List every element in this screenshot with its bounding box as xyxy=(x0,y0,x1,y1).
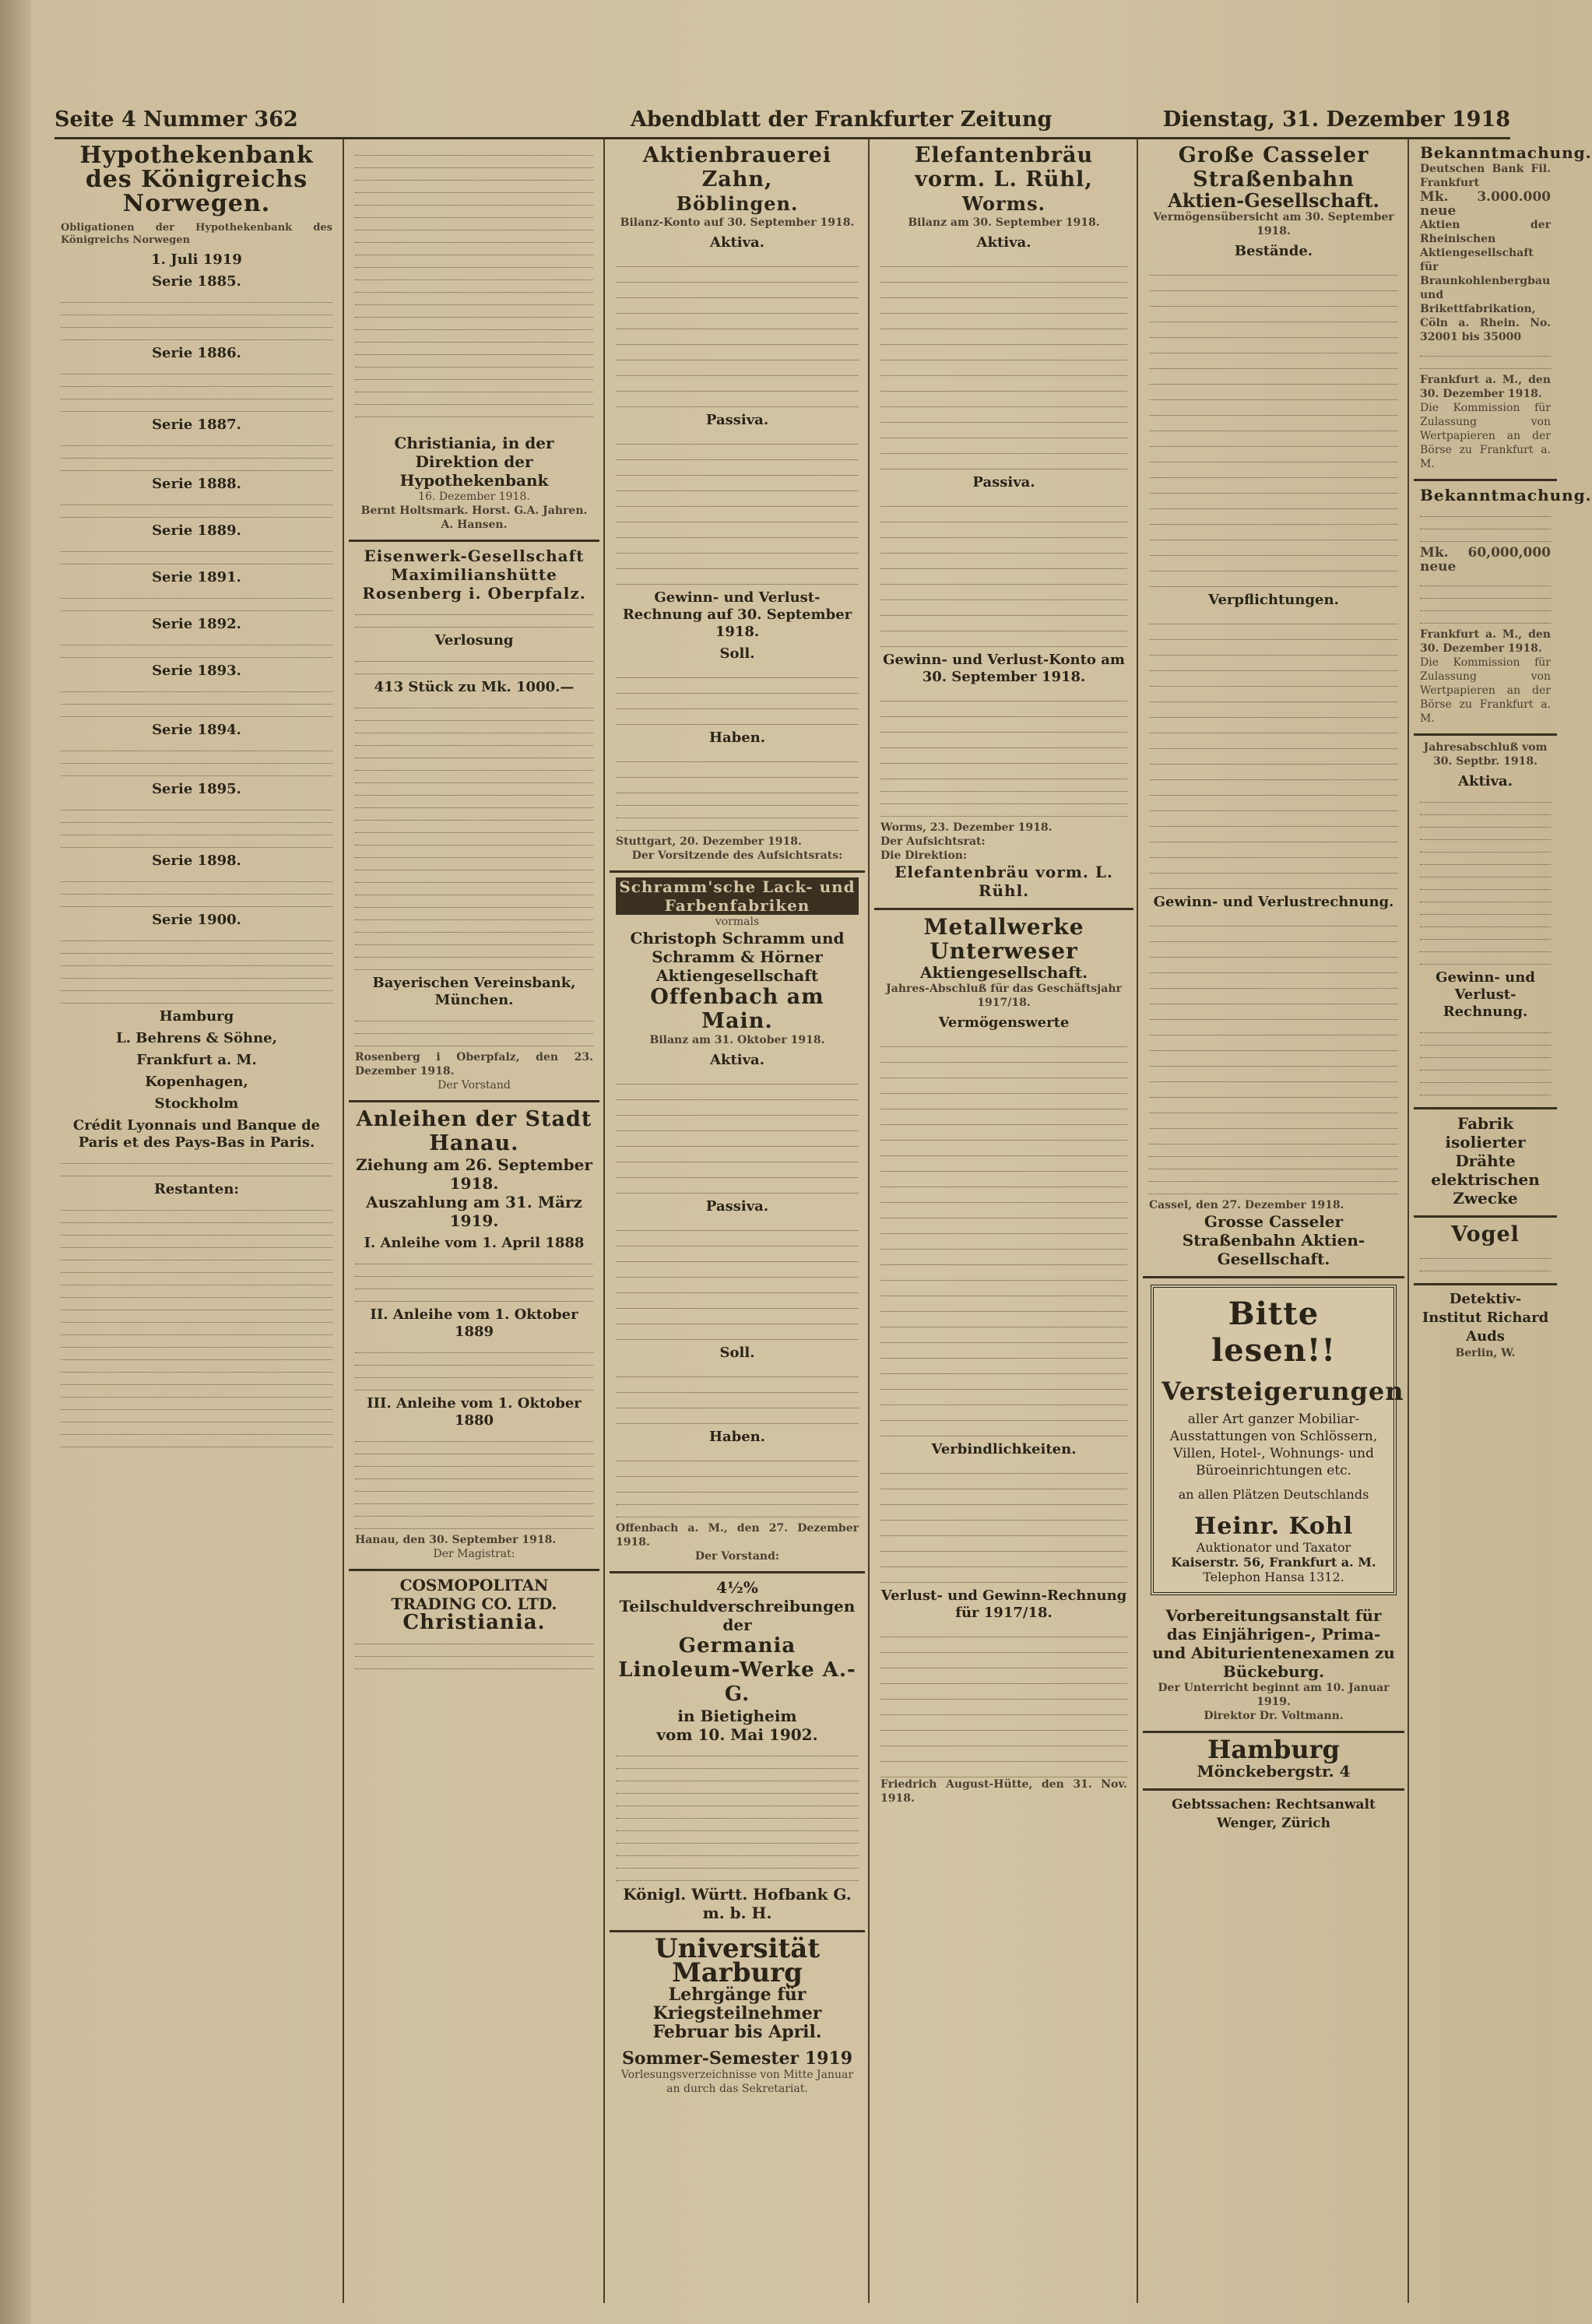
ad-signature: Königl. Württ. Hofbank G. m. b. H. xyxy=(623,1885,852,1922)
balance-table xyxy=(616,1215,859,1340)
series-heading: Serie 1886. xyxy=(152,345,241,361)
table-heading: Passiva. xyxy=(705,412,769,428)
balance-table xyxy=(880,1458,1127,1583)
paying-agent: Frankfurt a. M. xyxy=(136,1052,257,1068)
series-heading: Serie 1898. xyxy=(152,853,241,869)
ad-title: Bekanntmachung. xyxy=(1420,143,1592,162)
ad-title: Metallwerke Unterweser xyxy=(923,914,1084,964)
column-rule xyxy=(1137,139,1138,2303)
column-5 xyxy=(1143,139,1404,2303)
ad-headline: Bitte lesen!! xyxy=(1211,1296,1336,1369)
table-heading: Gewinn- und Verlust-Rechnung auf 30. September 1918. xyxy=(622,589,852,640)
ad-title: Hamburg xyxy=(1207,1735,1340,1764)
ad-text: vormals xyxy=(715,916,760,928)
ad-signature: Grosse Casseler Straßenbahn Aktien-Gesellschaft. xyxy=(1182,1212,1365,1268)
series-heading: Serie 1887. xyxy=(152,417,241,433)
column-rule xyxy=(868,139,870,2303)
paying-agent: Stockholm xyxy=(154,1095,239,1112)
ad-date: Rosenberg i Oberpfalz, den 23. Dezember 1918. xyxy=(355,1051,593,1078)
column-rule xyxy=(1407,139,1409,2303)
ad-title: Fabrik isolierter Drähte elektrischen Zwecke xyxy=(1431,1114,1540,1208)
ad-title: Christoph Schramm und Schramm & Hörner Aktiengesellschaft xyxy=(630,929,845,985)
table-heading: Haben. xyxy=(708,730,766,746)
pl-table xyxy=(880,1622,1127,1777)
column-2 xyxy=(349,139,599,2303)
ad-subtitle: Februar bis April. xyxy=(652,2022,822,2042)
ad-subtitle: Aktiengesellschaft. xyxy=(919,963,1088,982)
ad-title: Hypothekenbank des Königreichs xyxy=(79,142,314,193)
balance-table xyxy=(616,251,859,407)
ad-subtitle: Jahresabschluß vom 30. Septbr. 1918. xyxy=(1423,741,1548,768)
balance-table xyxy=(880,491,1127,647)
ad-title: Offenbach am Main. xyxy=(650,985,824,1033)
pl-table xyxy=(616,1446,859,1492)
ad-title: Elefantenbräu vorm. L. Rühl, xyxy=(914,143,1094,192)
column-4 xyxy=(874,139,1133,2303)
series-heading: Serie 1889. xyxy=(152,522,241,539)
balance-table xyxy=(1149,260,1398,587)
table-heading: Aktiva. xyxy=(1458,773,1513,789)
paper-title: Abendblatt der Frankfurter Zeitung xyxy=(631,107,1053,132)
table-heading: Verbindlichkeiten. xyxy=(931,1441,1077,1457)
ad-date: Hanau, den 30. September 1918. xyxy=(355,1534,557,1546)
table-heading: Bestände. xyxy=(1234,243,1313,259)
table-heading: Passiva. xyxy=(972,474,1035,490)
loan-heading: I. Anleihe vom 1. April 1888 xyxy=(364,1235,585,1251)
table-heading: Soll. xyxy=(719,1345,755,1361)
balance-table xyxy=(616,1069,859,1194)
ad-subtitle: Sommer-Semester 1919 xyxy=(621,2048,853,2069)
ad-subtitle: Auszahlung am 31. März 1919. xyxy=(366,1193,582,1230)
masthead xyxy=(54,107,1510,135)
ad-title: Gebtssachen: Rechtsanwalt Wenger, Zürich xyxy=(1172,1797,1376,1831)
pl-table xyxy=(880,686,1127,779)
ad-subtitle: Mönckebergstr. 4 xyxy=(1197,1762,1351,1781)
ad-title: COSMOPOLITAN TRADING CO. LTD. xyxy=(391,1576,557,1613)
ad-date: 16. Dezember 1918. xyxy=(418,490,530,503)
ad-subtitle: Ziehung am 26. September 1918. xyxy=(356,1155,592,1193)
ad-title: Vogel xyxy=(1451,1222,1520,1246)
pl-table xyxy=(616,1362,859,1424)
ad-text: Mk. 60,000,000 neue xyxy=(1420,545,1551,575)
pl-table xyxy=(616,663,859,725)
table-heading: Verpflichtungen. xyxy=(1208,592,1339,608)
paying-agent: Crédit Lyonnais und Banque de Paris et des Pays-Bas in Paris. xyxy=(72,1117,321,1151)
table-heading: Gewinn- und Verlust-Konto am 30. September 1918. xyxy=(883,652,1125,685)
series-heading: Serie 1891. xyxy=(152,569,241,585)
ad-title: Elefantenbräu vorm. L. Rühl. xyxy=(894,863,1113,900)
ad-signature: Die Direktion: xyxy=(880,849,968,862)
series-heading: Serie 1895. xyxy=(152,781,241,797)
table-heading: Haben. xyxy=(708,1429,766,1445)
ad-date: Cassel, den 27. Dezember 1918. xyxy=(1149,1199,1344,1211)
table-heading: Soll. xyxy=(719,645,755,662)
ad-title: Worms. xyxy=(962,192,1046,215)
table-heading: Aktiva. xyxy=(976,234,1031,251)
table-heading: Aktiva. xyxy=(710,234,764,251)
ad-date: 1. Juli 1919 xyxy=(151,251,242,268)
ad-subtitle: Jahres-Abschluß für das Geschäftsjahr 1917/18. xyxy=(886,983,1122,1009)
ad-title: Christiania, in der Direktion der Hypothekenbank xyxy=(394,434,554,490)
ad-title: Aktien-Gesellschaft. xyxy=(1168,189,1379,212)
auction-ad xyxy=(1151,1285,1404,1595)
loan-heading: II. Anleihe vom 1. Oktober 1889 xyxy=(370,1306,578,1340)
paying-agent: Hamburg xyxy=(159,1008,234,1025)
table-heading: Aktiva. xyxy=(710,1052,764,1068)
ad-date: Frankfurt a. M., den 30. Dezember 1918. xyxy=(1420,374,1551,400)
ad-heading: Verlosung xyxy=(434,632,514,649)
ad-signature: Der Vorstand xyxy=(438,1079,511,1092)
series-heading: Serie 1888. xyxy=(152,476,241,492)
ad-date: Stuttgart, 20. Dezember 1918. xyxy=(616,835,802,848)
ad-title: Universität Marburg xyxy=(654,1933,821,1988)
column-rule xyxy=(603,139,605,2303)
ad-signature: Der Magistrat: xyxy=(433,1548,515,1560)
loan-heading: III. Anleihe vom 1. Oktober 1880 xyxy=(367,1395,582,1429)
ad-date: Frankfurt a. M., den 30. Dezember 1918. xyxy=(1420,628,1551,655)
ad-title: Aktienbrauerei Zahn, xyxy=(642,143,832,192)
ad-subtitle: Lehrgänge für Kriegsteilnehmer xyxy=(652,1985,822,2023)
ad-subtitle: Bilanz am 31. Oktober 1918. xyxy=(649,1034,825,1046)
pl-table xyxy=(616,747,859,793)
ad-signature: Bernt Holtsmark. Horst. G.A. Jahren. A. Hansen. xyxy=(360,505,588,531)
ad-text: aller Art ganzer Mobiliar-Ausstattungen von Schlössern, Villen, Hotel-, Wohnungs- und Büroeinrichtungen etc. xyxy=(1169,1412,1378,1478)
ad-date: Worms, 23. Dezember 1918. xyxy=(880,821,1053,834)
column-6 xyxy=(1414,139,1592,2303)
table-heading: Gewinn- und Verlust-Rechnung. xyxy=(1436,969,1535,1020)
ad-address: Kaiserstr. 56, Frankfurt a. M. xyxy=(1171,1555,1376,1570)
column-rule xyxy=(343,139,344,2303)
table-heading: Passiva. xyxy=(705,1198,769,1215)
ad-subtitle: Bilanz am 30. September 1918. xyxy=(908,216,1100,229)
ad-subtitle: in Bietigheim xyxy=(677,1707,797,1725)
ad-text: an allen Plätzen Deutschlands xyxy=(1178,1487,1369,1502)
ad-title: Anleihen der Stadt Hanau. xyxy=(356,1107,592,1155)
ad-phone: Telephon Hansa 1312. xyxy=(1203,1570,1344,1584)
series-heading: Serie 1900. xyxy=(152,912,241,928)
page-edge xyxy=(0,0,31,2324)
ad-subtitle: vom 10. Mai 1902. xyxy=(656,1725,818,1744)
ad-lead: Obligationen der Hypothekenbank des Königreichs Norwegen xyxy=(61,222,332,246)
ad-date: Der Unterricht beginnt am 10. Januar 1919. xyxy=(1158,1682,1390,1708)
ad-text: Deutschen Bank Fil. Frankfurt xyxy=(1420,163,1551,189)
balance-table xyxy=(880,1032,1127,1436)
ad-title: Norwegen. xyxy=(122,190,271,217)
ad-address: Berlin, W. xyxy=(1455,1347,1516,1359)
paying-agent: L. Behrens & Söhne, xyxy=(116,1030,277,1046)
table-heading: Gewinn- und Verlustrechnung. xyxy=(1153,894,1394,910)
ad-title: 4½% Teilschuldverschreibungen der xyxy=(619,1578,856,1634)
ad-subtitle: Bilanz-Konto auf 30. September 1918. xyxy=(620,216,855,229)
ad-date: Offenbach a. M., den 27. Dezember 1918. xyxy=(616,1522,859,1549)
ad-title: Detektiv-Institut Richard Auds xyxy=(1422,1291,1549,1345)
balance-table xyxy=(880,251,1127,469)
series-heading: Serie 1885. xyxy=(152,273,241,290)
series-heading: Serie 1893. xyxy=(152,663,241,679)
ad-date: Friedrich August-Hütte, den 31. Nov. 1918. xyxy=(880,1778,1127,1805)
balance-table xyxy=(616,429,859,585)
ad-title: Versteigerungen xyxy=(1161,1376,1404,1406)
ad-text: Mk. 3.000.000 neue xyxy=(1420,189,1551,219)
ad-title: Eisenwerk-Gesellschaft Maximilianshütte xyxy=(364,547,585,584)
balance-table xyxy=(1149,609,1398,889)
table-heading: Verlust- und Gewinn-Rechnung für 1917/18. xyxy=(880,1587,1127,1621)
ad-signature: Der Vorstand: xyxy=(694,1550,780,1563)
column-1 xyxy=(54,139,339,2303)
issue-date: Dienstag, 31. Dezember 1918 xyxy=(1162,107,1510,132)
ad-title: Schramm'sche Lack- und Farbenfabriken xyxy=(616,877,859,915)
ad-title: Böblingen. xyxy=(676,192,799,215)
ad-name: Heinr. Kohl xyxy=(1193,1513,1354,1540)
page-number: Seite 4 Nummer 362 xyxy=(54,107,298,132)
ad-title: Rosenberg i. Oberpfalz. xyxy=(362,584,586,603)
ad-signature: Die Kommission für Zulassung von Wertpapieren an der Börse zu Frankfurt a. M. xyxy=(1420,656,1551,725)
ad-text: Bayerischen Vereinsbank, München. xyxy=(372,975,576,1008)
ad-subtitle: Vermögensübersicht am 30. September 1918. xyxy=(1153,211,1394,237)
ad-text: Aktien der Rheinischen Aktiengesellschaft für Braunkohlenbergbau und Brikettfabrikation, Cöln a. Rhein. No. 32001 bis 35000 xyxy=(1420,219,1551,343)
ad-signature: Direktor Dr. Voltmann. xyxy=(1204,1710,1344,1722)
ad-title: Christiania. xyxy=(402,1611,546,1634)
ad-text: Auktionator und Taxator xyxy=(1196,1540,1351,1555)
ad-text: Vorlesungsverzeichnisse von Mitte Januar an durch das Sekretariat. xyxy=(620,2069,854,2095)
ad-signature: Der Vorsitzende des Aufsichtsrats: xyxy=(631,849,843,862)
paying-agent: Kopenhagen, xyxy=(145,1074,248,1090)
ad-signature: Der Aufsichtsrat: xyxy=(880,835,986,848)
series-heading: Serie 1892. xyxy=(152,616,241,632)
ad-title: Große Casseler Straßenbahn xyxy=(1178,143,1369,192)
ad-title: Bekanntmachung. xyxy=(1420,486,1592,505)
pl-table xyxy=(1149,911,1398,1144)
ad-title: Vorbereitungsanstalt für das Einjährigen-, Prima- und Abiturientenexamen zu Bückeburg. xyxy=(1152,1606,1395,1681)
ad-title: Germania Linoleum-Werke A.-G. xyxy=(618,1634,856,1706)
ad-heading: 413 Stück zu Mk. 1000.— xyxy=(374,679,575,695)
series-heading: Serie 1894. xyxy=(152,722,241,738)
ad-signature: Die Kommission für Zulassung von Wertpapieren an der Börse zu Frankfurt a. M. xyxy=(1420,402,1551,470)
column-3 xyxy=(610,139,865,2303)
table-heading: Vermögenswerte xyxy=(938,1014,1070,1031)
restanten-heading: Restanten: xyxy=(153,1181,240,1197)
